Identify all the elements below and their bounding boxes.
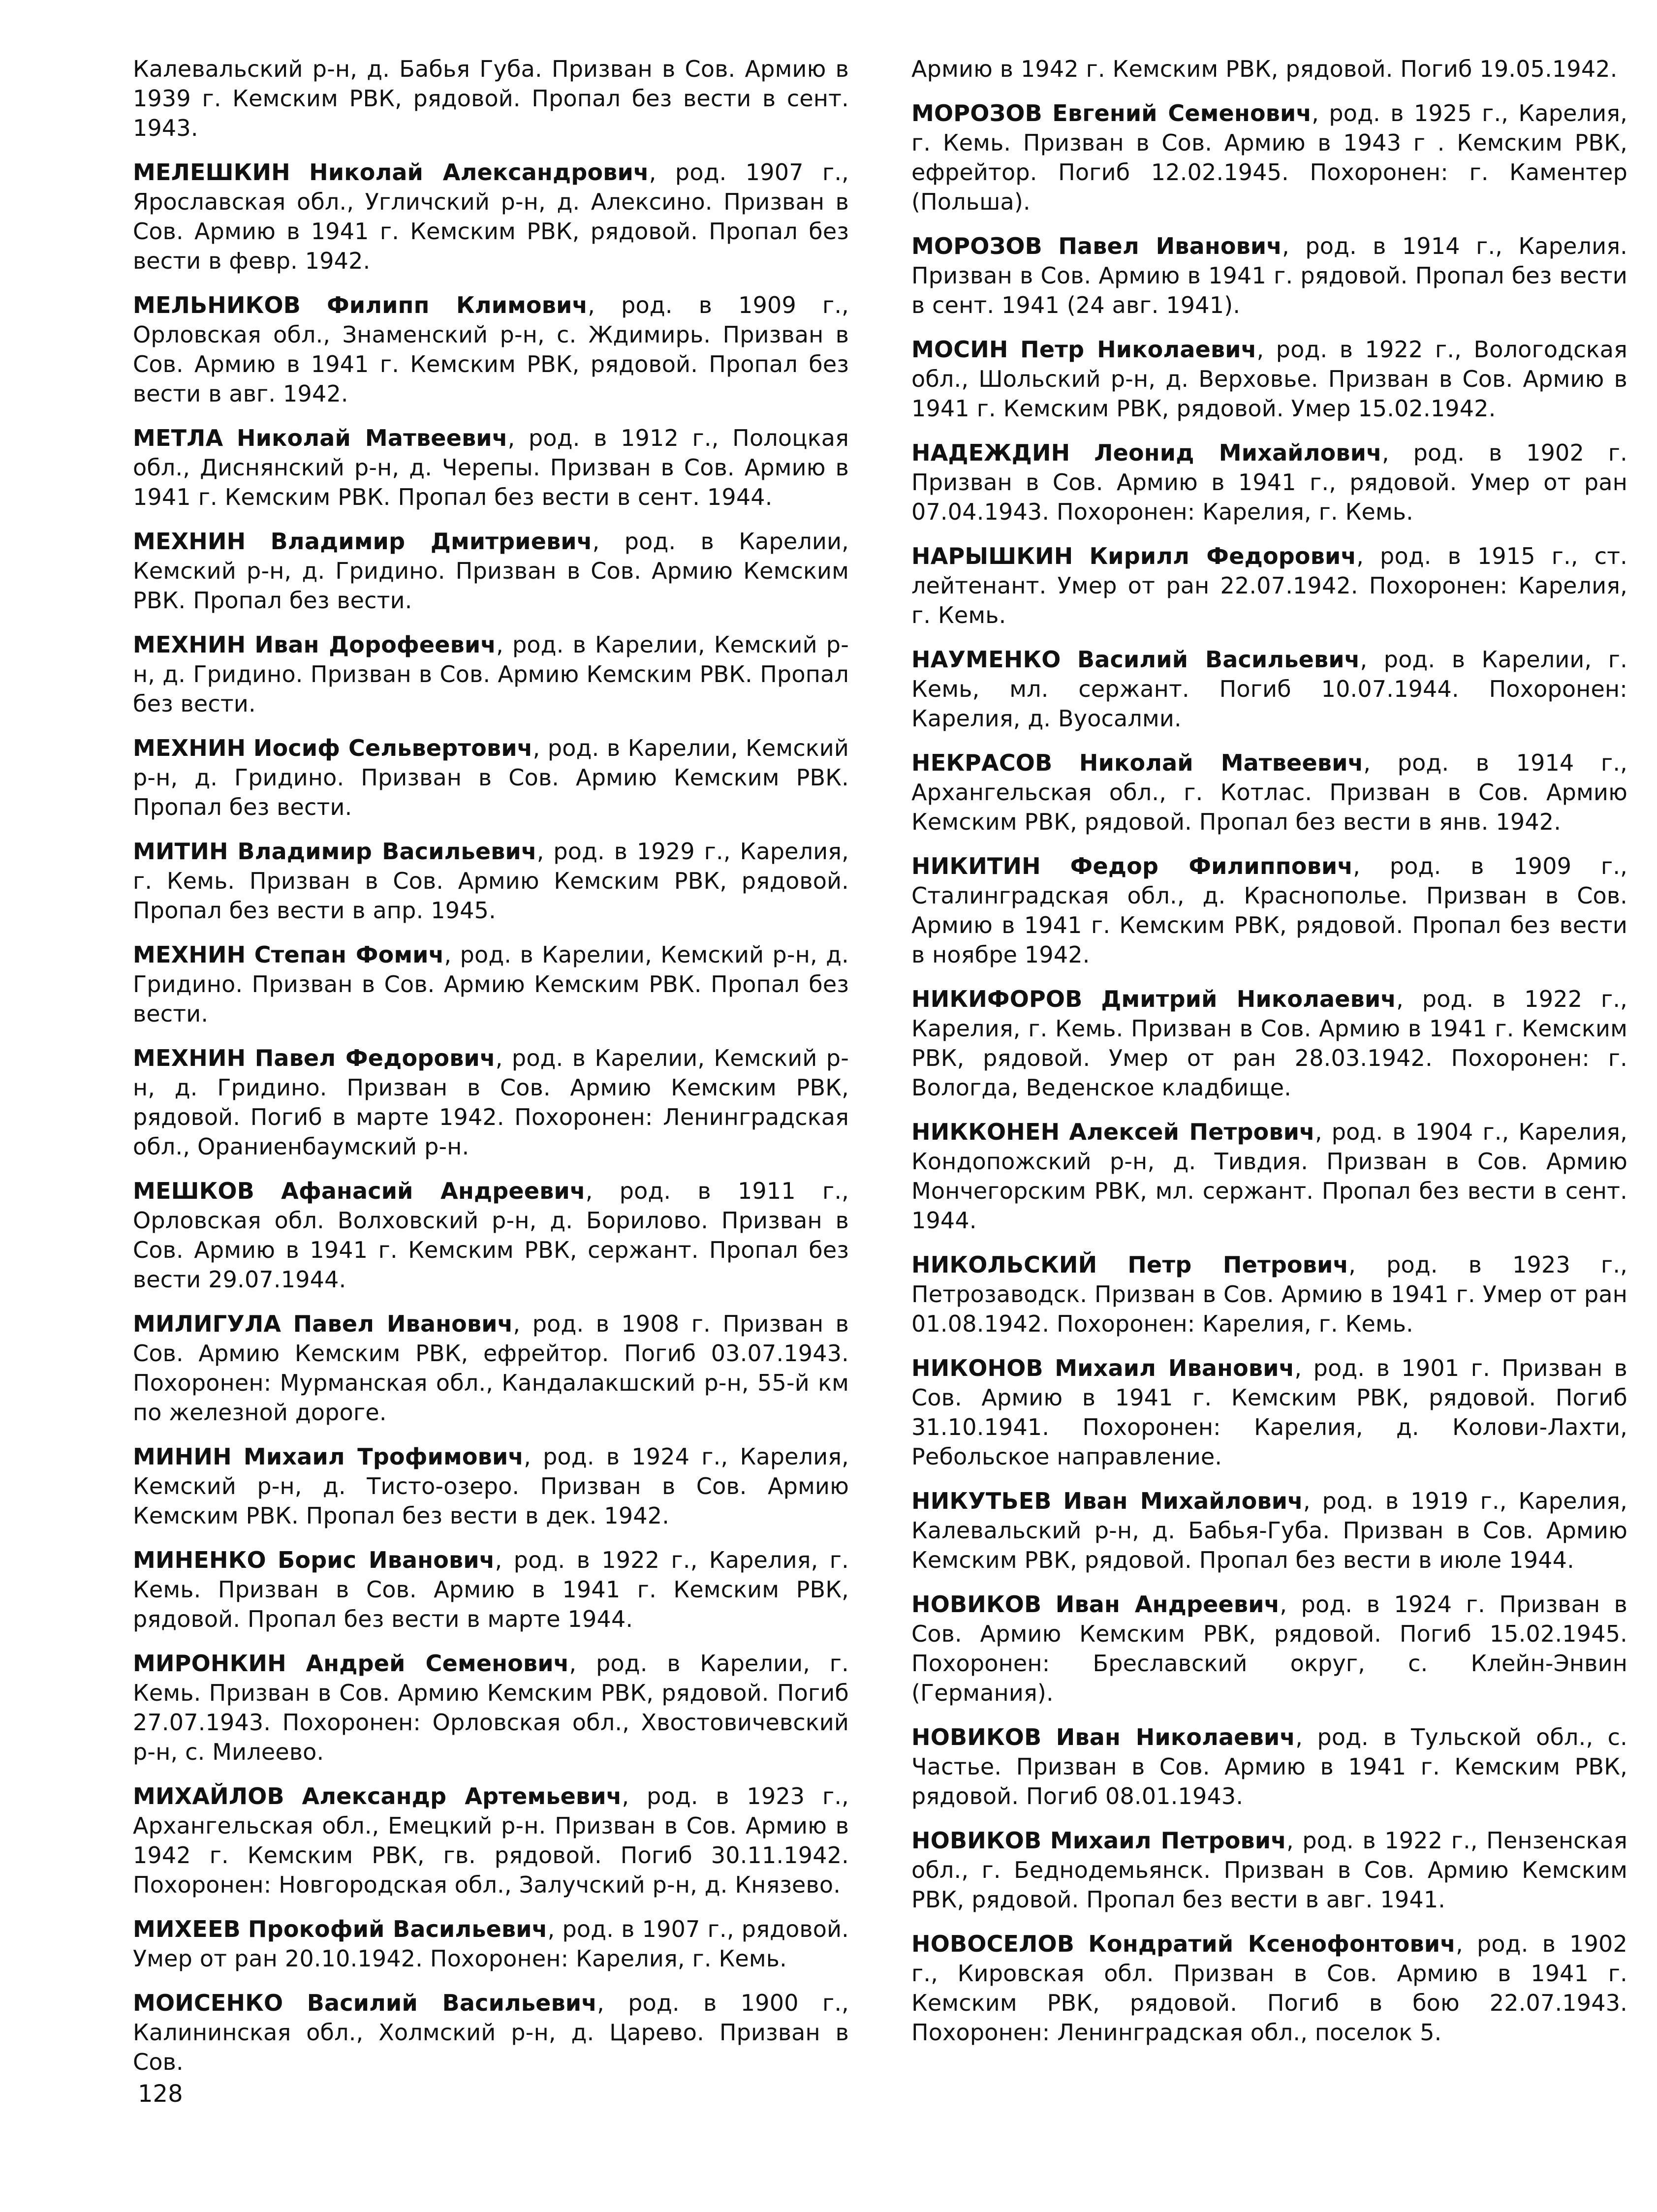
entry-surname: НАРЫШКИН	[911, 543, 1073, 569]
entry-text: Калевальский р-н, д. Бабья Губа. Призван в Сов. Армию в 1939 г. Кемским РВК, рядовой. Пропал без вести в сент. 1943.	[133, 56, 849, 141]
entry	[911, 1929, 1627, 2047]
entry-text: , род. в 1924 г. Призван в Сов. Армию Кемским РВК, рядовой. Погиб 15.02.1945. Похоронен: Бреславский округ, с. Клейн-Энвин (Германия).	[911, 1591, 1627, 1706]
entry-given-name: Иван Николаевич	[1056, 1724, 1296, 1750]
entry-text: , род. в 1902 г. Призван в Сов. Армию в 1941 г., рядовой. Умер от ран 07.04.1943. Похоронен: Карелия, г. Кемь.	[911, 439, 1627, 525]
entry	[911, 984, 1627, 1102]
entry-surname: МИТИН	[133, 838, 228, 865]
entry-surname: МЕХНИН	[133, 631, 246, 658]
entry-surname: МИЛИГУЛА	[133, 1310, 281, 1337]
entry	[911, 645, 1627, 733]
entry	[911, 231, 1627, 320]
entry-surname: МИНИН	[133, 1443, 232, 1470]
entry-surname: МЕХНИН	[133, 941, 246, 968]
entry	[133, 837, 849, 925]
entry-surname: МИХЕЕВ	[133, 1916, 241, 1942]
entry-surname: НАДЕЖДИН	[911, 439, 1070, 466]
entry-surname: МЕЛЬНИКОВ	[133, 292, 301, 318]
left-column	[133, 54, 849, 2091]
entry-text: , род. в Карелии, Кемский р-н, д. Гридино. Призван в Сов. Армию Кемским РВК. Пропал без вести.	[133, 528, 849, 614]
entry-given-name: Кондратий Ксенофонтович	[1088, 1931, 1456, 1957]
entry-given-name: Павел Иванович	[1058, 233, 1282, 259]
entry	[911, 1826, 1627, 1914]
entry-text: , род. в Карелии, Кемский р-н, д. Гридино. Призван в Сов. Армию Кемским РВК. Пропал без вести.	[133, 735, 849, 820]
entry-given-name: Николай Матвеевич	[237, 425, 508, 451]
entry-surname: МЕТЛА	[133, 425, 223, 451]
entry-given-name: Павел Иванович	[293, 1310, 513, 1337]
entry-given-name: Прокофий Васильевич	[248, 1916, 548, 1942]
entry	[133, 940, 849, 1028]
entry	[911, 1353, 1627, 1471]
entry-given-name: Петр Николаевич	[1020, 336, 1257, 363]
entry-text: , род. в Карелии, г. Кемь, мл. сержант. Погиб 10.07.1944. Похоронен: Карелия, д. Вуосалми.	[911, 646, 1627, 732]
entry-given-name: Петр Петрович	[1127, 1251, 1349, 1278]
entry-given-name: Михаил Трофимович	[243, 1443, 524, 1470]
entry	[133, 1043, 849, 1161]
entry-surname: МЕШКОВ	[133, 1178, 254, 1204]
entry-text: , род. в 1922 г., Вологодская обл., Шольский р-н, д. Верховье. Призван в Сов. Армию в 1941 г. Кемским РВК, рядовой. Умер 15.02.1942.	[911, 336, 1627, 422]
entry-given-name: Николай Матвеевич	[1079, 749, 1364, 776]
entry-text: , род. в 1909 г., Сталинградская обл., д. Краснополье. Призван в Сов. Армию в 1941 г. Кемским РВК, рядовой. Пропал без вести в ноябре 1942.	[911, 853, 1627, 968]
page-number: 128	[138, 2080, 183, 2108]
entry	[911, 541, 1627, 630]
entry-surname: МИРОНКИН	[133, 1650, 286, 1677]
entry-surname: НЕКРАСОВ	[911, 749, 1053, 776]
entry-surname: НИКИФОРОВ	[911, 986, 1083, 1012]
entry-given-name: Леонид Михайлович	[1094, 439, 1382, 466]
entry-surname: МОСИН	[911, 336, 1008, 363]
entry	[133, 1781, 849, 1900]
entry-given-name: Дмитрий Николаевич	[1101, 986, 1397, 1012]
entry	[911, 851, 1627, 969]
entry-text: , род. в 1909 г., Орловская обл., Знаменский р-н, с. Ждимирь. Призван в Сов. Армию в 1941 г. Кемским РВК, рядовой. Пропал без вести в авг. 1942.	[133, 292, 849, 407]
entry-surname: НАУМЕНКО	[911, 646, 1061, 673]
right-column	[911, 54, 1627, 2062]
entry-given-name: Василий Васильевич	[307, 1990, 597, 2016]
entry-text: , род. в Тульской обл., с. Частье. Призван в Сов. Армию в 1941 г. Кемским РВК, рядовой. Погиб 08.01.1943.	[911, 1724, 1627, 1809]
entry-given-name: Иван Андреевич	[1055, 1591, 1280, 1618]
entry	[911, 54, 1627, 84]
entry-given-name: Алексей Петрович	[1069, 1119, 1315, 1145]
entry	[133, 1176, 849, 1294]
entry-surname: НОВОСЕЛОВ	[911, 1931, 1075, 1957]
entry	[133, 1309, 849, 1427]
entry-text: , род. в 1922 г., Карелия, г. Кемь. Призван в Сов. Армию в 1941 г. Кемским РВК, рядовой. Пропал без вести в марте 1944.	[133, 1547, 849, 1632]
entry-surname: МОРОЗОВ	[911, 233, 1042, 259]
entry-surname: НОВИКОВ	[911, 1724, 1042, 1750]
entry-text: , род. в 1914 г., Карелия. Призван в Сов. Армию в 1941 г. рядовой. Пропал без вести в сент. 1941 (24 авг. 1941).	[911, 233, 1628, 318]
entry-text: , род. в Карелии, Кемский р-н, д. Гридино. Призван в Сов. Армию Кемским РВК. Пропал без вести.	[133, 631, 849, 717]
entry-surname: МЕХНИН	[133, 735, 246, 761]
entry	[911, 1589, 1627, 1708]
entry-given-name: Иосиф Сельвертович	[253, 735, 533, 761]
entry-text: , род. в 1925 г., Карелия, г. Кемь. Призван в Сов. Армию в 1943 г . Кемским РВК, ефрейтор. Погиб 12.02.1945. Похоронен: г. Каментер (Польша).	[911, 100, 1627, 215]
entry-text: , род. в 1915 г., ст. лейтенант. Умер от ран 22.07.1942. Похоронен: Карелия, г. Кемь.	[911, 543, 1628, 628]
entry-surname: НИКОНОВ	[911, 1355, 1043, 1381]
entry	[133, 1442, 849, 1530]
entry-surname: НИКОЛЬСКИЙ	[911, 1251, 1097, 1278]
entry	[133, 290, 849, 408]
entry-surname: МИХАЙЛОВ	[133, 1783, 284, 1809]
entry	[911, 438, 1627, 527]
entry-surname: НОВИКОВ	[911, 1591, 1042, 1618]
entry-text: , род. в 1923 г., Архангельская обл., Емецкий р-н. Призван в Сов. Армию в 1942 г. Кемским РВК, гв. рядовой. Погиб 30.11.1942. Похоронен: Новгородская обл., Залучский р-н, д. Князево.	[133, 1783, 849, 1898]
entry-given-name: Александр Артемьевич	[302, 1783, 622, 1809]
entry	[911, 1486, 1627, 1575]
entry-surname: НИККОНЕН	[911, 1119, 1060, 1145]
entry-given-name: Афанасий Андреевич	[281, 1178, 586, 1204]
entry-surname: НИКУТЬЕВ	[911, 1488, 1052, 1514]
entry-given-name: Борис Иванович	[278, 1547, 495, 1573]
entry-surname: НИКИТИН	[911, 853, 1041, 879]
entry-text: , род. в 1901 г. Призван в Сов. Армию в 1941 г. Кемским РВК, рядовой. Погиб 31.10.1941. Похоронен: Карелия, д. Колови-Лахти, Ребольское направление.	[911, 1355, 1627, 1470]
entry-text: , род. в 1912 г., Полоцкая обл., Диснянский р-н, д. Черепы. Призван в Сов. Армию в 1941 г. Кемским РВК. Пропал без вести в сент. 1944.	[133, 425, 849, 510]
entry-surname: НОВИКОВ	[911, 1827, 1042, 1854]
entry-given-name: Евгений Семенович	[1052, 100, 1312, 126]
entry	[133, 157, 849, 276]
entry-given-name: Андрей Семенович	[306, 1650, 569, 1677]
entry-given-name: Василий Васильевич	[1077, 646, 1360, 673]
entry-given-name: Михаил Иванович	[1055, 1355, 1295, 1381]
entry	[133, 54, 849, 143]
entry-text: , род. в 1900 г., Калининская обл., Холмский р-н, д. Царево. Призван в Сов.	[133, 1990, 849, 2075]
entry-given-name: Иван Дорофеевич	[254, 631, 497, 658]
entry-given-name: Филипп Климович	[327, 292, 588, 318]
entry	[133, 423, 849, 512]
entry-text: , род. в 1902 г., Кировская обл. Призван в Сов. Армию в 1941 г. Кемским РВК, рядовой. Погиб в бою 22.07.1943. Похоронен: Ленинградская обл., поселок 5.	[911, 1931, 1627, 2046]
entry-surname: МЕХНИН	[133, 528, 246, 555]
entry	[133, 1649, 849, 1767]
entry-text: , род. в 1904 г., Карелия, Кондопожский р-н, д. Тивдия. Призван в Сов. Армию Мончегорским РВК, мл. сержант. Пропал без вести в сент. 1944.	[911, 1119, 1628, 1234]
entry-text: , род. в Карелии, Кемский р-н, д. Гридино. Призван в Сов. Армию Кемским РВК. Пропал без вести.	[133, 941, 849, 1027]
entry	[911, 748, 1627, 837]
entry	[133, 1914, 849, 1973]
entry-text: Армию в 1942 г. Кемским РВК, рядовой. Погиб 19.05.1942.	[911, 56, 1618, 82]
entry-text: , род. в 1929 г., Карелия, г. Кемь. Призван в Сов. Армию Кемским РВК, рядовой. Пропал без вести в апр. 1945.	[133, 838, 849, 924]
entry	[133, 733, 849, 822]
entry-text: , род. в 1919 г., Карелия, Калевальский р-н, д. Бабья-Губа. Призван в Сов. Армию Кемским РВК, рядовой. Пропал без вести в июле 1944.	[911, 1488, 1627, 1573]
entry	[133, 527, 849, 615]
entry-text: , род. в 1911 г., Орловская обл. Волховский р-н, д. Борилово. Призван в Сов. Армию в 1941 г. Кемским РВК, сержант. Пропал без вести 29.07.1944.	[133, 1178, 849, 1293]
entry-given-name: Николай Александрович	[309, 159, 649, 186]
entry-text: , род. в 1907 г., рядовой. Умер от ран 20.10.1942. Похоронен: Карелия, г. Кемь.	[133, 1916, 849, 1972]
entry	[133, 630, 849, 718]
entry-surname: МОИСЕНКО	[133, 1990, 283, 2016]
entry-text: , род. в Карелии, Кемский р-н, д. Гридино. Призван в Сов. Армию Кемским РВК, рядовой. Погиб в марте 1942. Похоронен: Ленинградская обл., Ораниенбаумский р-н.	[133, 1045, 849, 1160]
entry-text: , род. 1907 г., Ярославская обл., Угличский р-н, д. Алексино. Призван в Сов. Армию в 1941 г. Кемским РВК, рядовой. Пропал без вести в февр. 1942.	[133, 159, 849, 274]
entry	[911, 1117, 1627, 1235]
entry	[911, 98, 1627, 217]
entry	[133, 1988, 849, 2077]
entry-text: , род. в 1908 г. Призван в Сов. Армию Кемским РВК, ефрейтор. Погиб 03.07.1943. Похоронен: Мурманская обл., Кандалакшский р-н, 55-й км по железной дороге.	[133, 1310, 849, 1426]
entry-given-name: Кирилл Федорович	[1089, 543, 1357, 569]
entry-surname: МЕХНИН	[133, 1045, 246, 1071]
entry-given-name: Иван Михайлович	[1063, 1488, 1303, 1514]
entry-given-name: Михаил Петрович	[1050, 1827, 1287, 1854]
entry	[133, 1545, 849, 1634]
entry-text: , род. в Карелии, г. Кемь. Призван в Сов. Армию Кемским РВК, рядовой. Погиб 27.07.1943. Похоронен: Орловская обл., Хвостовичевский р-н, с. Милеево.	[133, 1650, 849, 1765]
entry-text: , род. в 1922 г., Карелия, г. Кемь. Призван в Сов. Армию в 1941 г. Кемским РВК, рядовой. Умер от ран 28.03.1942. Похоронен: г. Вологда, Веденское кладбище.	[911, 986, 1627, 1101]
entry	[911, 1250, 1627, 1339]
entry-surname: МИНЕНКО	[133, 1547, 266, 1573]
entry	[911, 335, 1627, 423]
entry-given-name: Владимир Васильевич	[237, 838, 537, 865]
entry-text: , род. в 1924 г., Карелия, Кемский р-н, д. Тисто-озеро. Призван в Сов. Армию Кемским РВК. Пропал без вести в дек. 1942.	[133, 1443, 849, 1529]
entry-given-name: Федор Филиппович	[1070, 853, 1353, 879]
entry-given-name: Павел Федорович	[254, 1045, 496, 1071]
entry-given-name: Владимир Дмитриевич	[270, 528, 593, 555]
entry-text: , род. в 1923 г., Петрозаводск. Призван в Сов. Армию в 1941 г. Умер от ран 01.08.1942. Похоронен: Карелия, г. Кемь.	[911, 1251, 1627, 1337]
entry-surname: МОРОЗОВ	[911, 100, 1042, 126]
entry-text: , род. в 1922 г., Пензенская обл., г. Беднодемьянск. Призван в Сов. Армию Кемским РВК, рядовой. Пропал без вести в авг. 1941.	[911, 1827, 1627, 1913]
entry-text: , род. в 1914 г., Архангельская обл., г. Котлас. Призван в Сов. Армию Кемским РВК, рядовой. Пропал без вести в янв. 1942.	[911, 749, 1627, 835]
entry-given-name: Степан Фомич	[254, 941, 444, 968]
entry	[911, 1722, 1627, 1811]
entry-surname: МЕЛЕШКИН	[133, 159, 290, 186]
